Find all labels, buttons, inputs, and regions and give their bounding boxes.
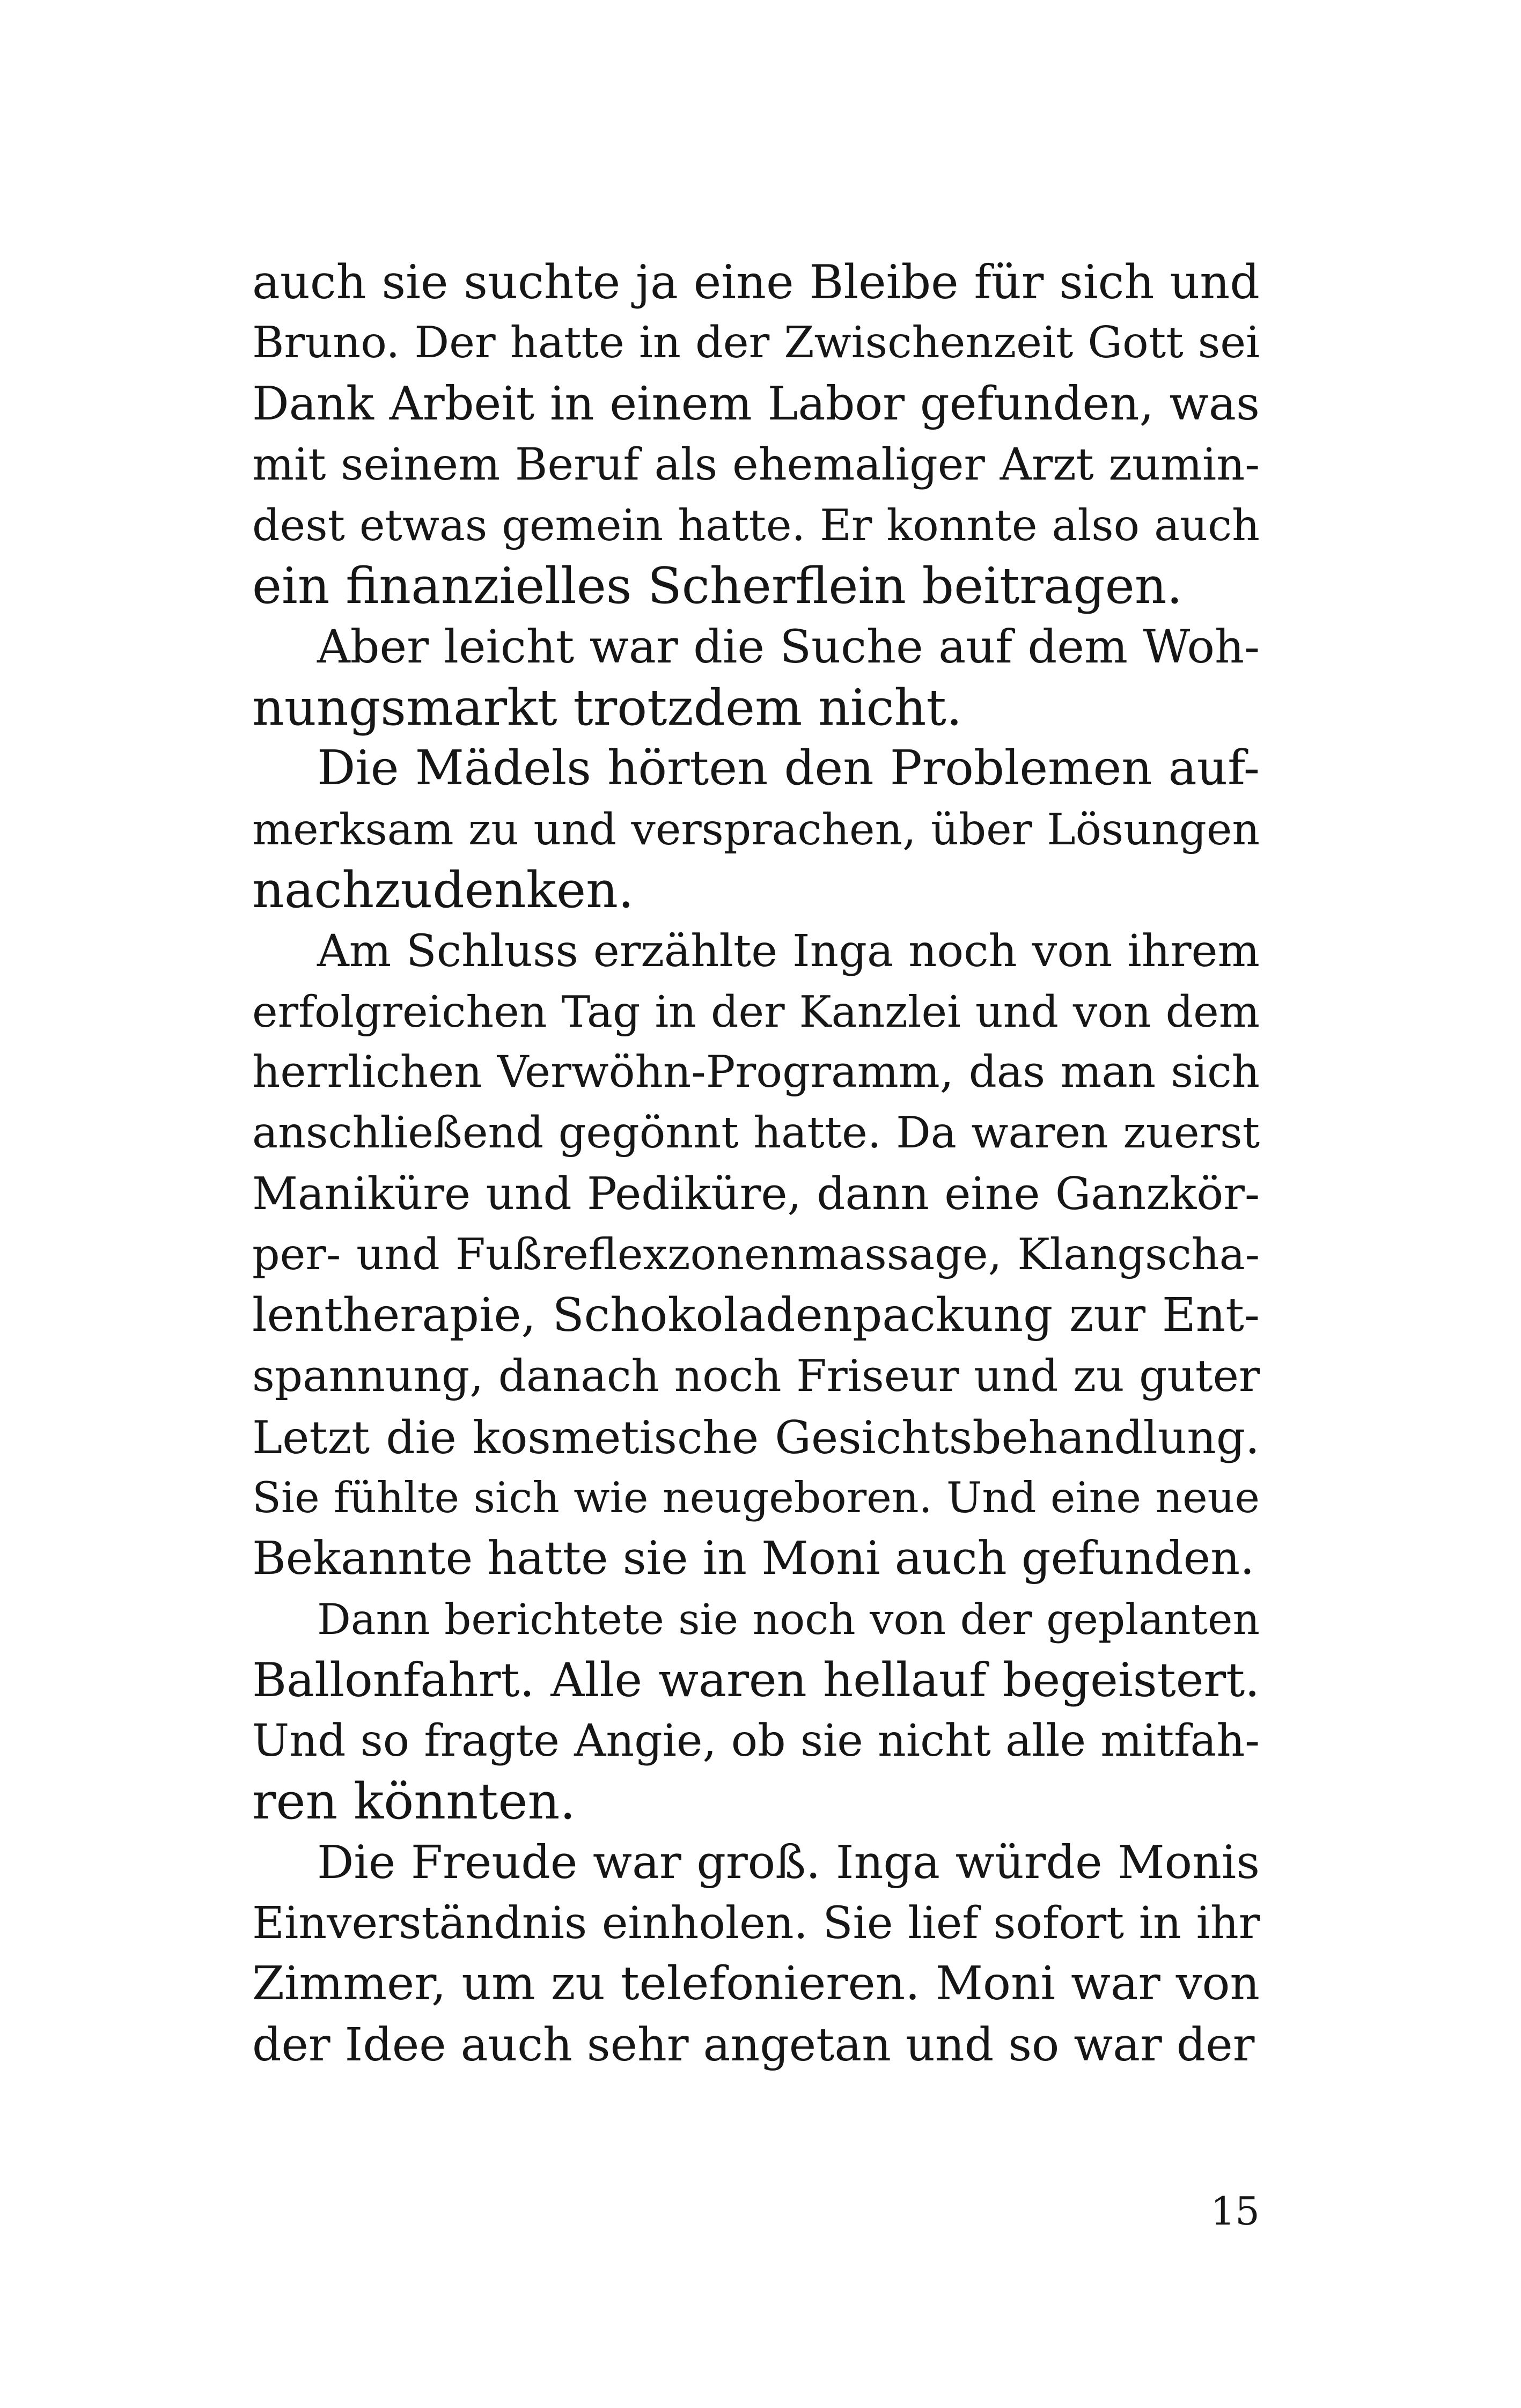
text-line: Maniküre und Pediküre, dann eine Ganzkör- bbox=[252, 1168, 1260, 1220]
text-line: merksam zu und versprachen, über Lösungen bbox=[252, 804, 1260, 855]
text-line: lentherapie, Schokoladenpackung zur Ent- bbox=[252, 1288, 1260, 1343]
text-line: Dann berichtete sie noch von der geplanten bbox=[317, 1594, 1260, 1644]
text-line: Aber leicht war die Suche auf dem Woh- bbox=[317, 620, 1260, 674]
body-text bbox=[252, 252, 1260, 2075]
text-line: Bruno. Der hatte in der Zwischenzeit Gott sei bbox=[252, 318, 1260, 369]
text-line: Und so fragte Angie, ob sie nicht alle mitfah- bbox=[252, 1715, 1260, 1767]
text-line: Die Mädels hörten den Problemen auf- bbox=[317, 740, 1260, 797]
text-line: erfolgreichen Tag in der Kanzlei und von dem bbox=[252, 986, 1260, 1037]
text-line: der Idee auch sehr angetan und so war der bbox=[252, 2018, 1255, 2072]
text-line: nachzudenken. bbox=[252, 860, 634, 919]
page-number: 15 bbox=[1210, 2189, 1260, 2234]
text-line: Die Freude war groß. Inga würde Monis bbox=[317, 1836, 1260, 1889]
text-line: auch sie suchte ja eine Bleibe für sich und bbox=[252, 255, 1260, 310]
text-line: Letzt die kosmetische Gesichtsbehandlung. bbox=[252, 1410, 1260, 1464]
text-line: Zimmer, um zu telefonieren. Moni war von bbox=[252, 1957, 1260, 2011]
text-line: ren könnten. bbox=[252, 1772, 576, 1831]
text-line: Ballonfahrt. Alle waren hellauf begeistert. bbox=[252, 1652, 1260, 1707]
text-line: Dank Arbeit in einem Labor gefunden, was bbox=[252, 377, 1260, 431]
text-line: Sie fühlte sich wie neugeboren. Und eine neue bbox=[252, 1472, 1260, 1522]
text-line: herrlichen Verwöhn-Programm, das man sich bbox=[252, 1047, 1260, 1098]
text-line: per- und Fußreflexzonenmassage, Klangscha- bbox=[252, 1229, 1260, 1280]
text-line: ein finanzielles Scherflein beitragen. bbox=[252, 557, 1183, 615]
text-line: dest etwas gemein hatte. Er konnte also auch bbox=[252, 500, 1260, 551]
text-line: anschließend gegönnt hatte. Da waren zuerst bbox=[252, 1108, 1260, 1159]
text-line: nungsmarkt trotzdem nicht. bbox=[252, 679, 962, 737]
text-line: spannung, danach noch Friseur und zu guter bbox=[252, 1351, 1260, 1402]
text-line: mit seinem Beruf als ehemaliger Arzt zumin- bbox=[252, 439, 1260, 490]
text-line: Einverständnis einholen. Sie lief sofort in ihr bbox=[252, 1898, 1260, 1949]
text-line: Am Schluss erzählte Inga noch von ihrem bbox=[317, 925, 1260, 977]
text-line: Bekannte hatte sie in Moni auch gefunden. bbox=[252, 1532, 1255, 1586]
